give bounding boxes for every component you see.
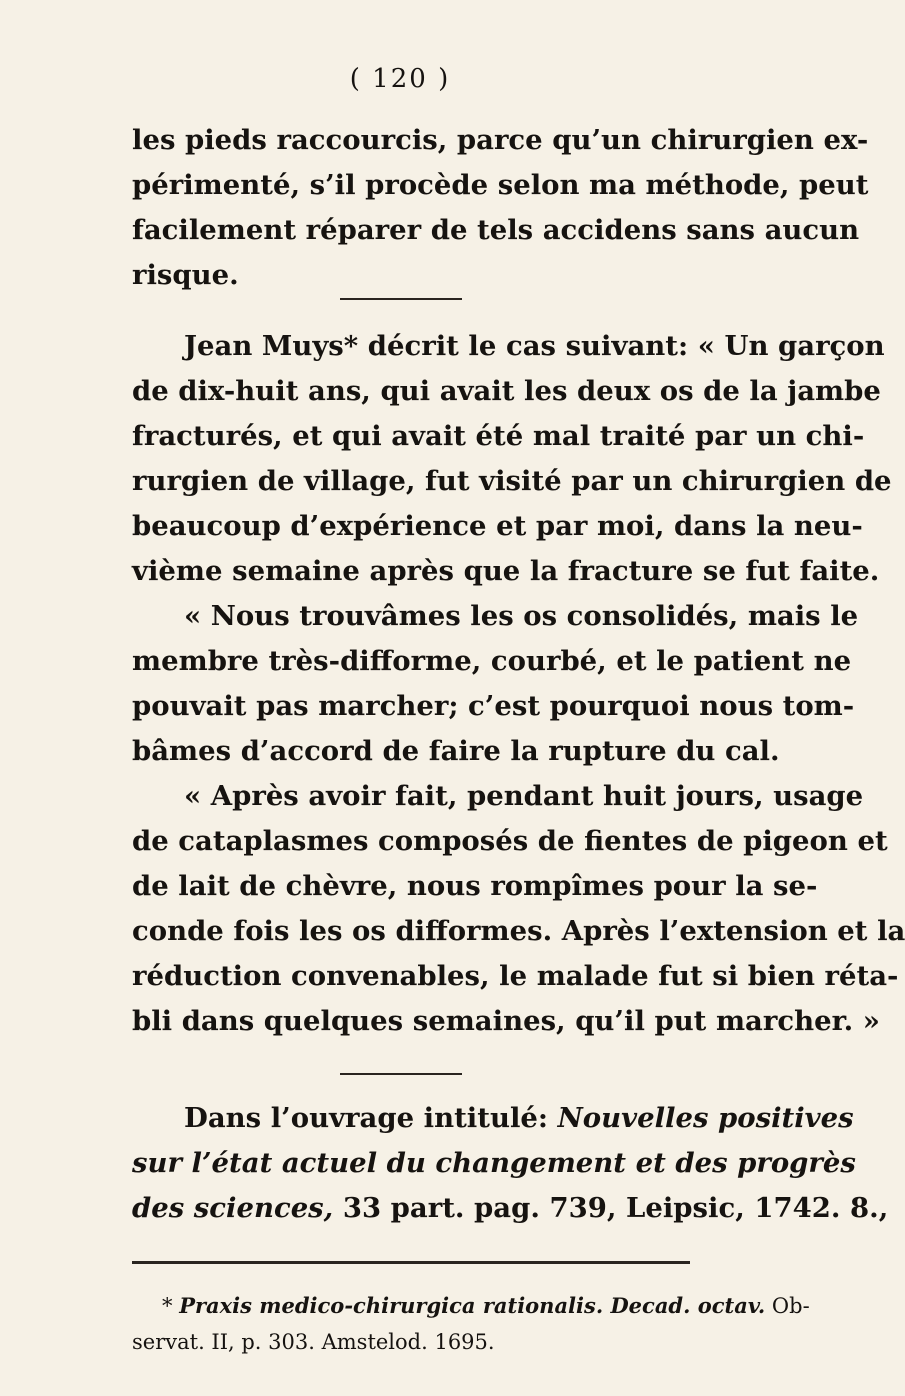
paragraph-5 xyxy=(132,1096,889,1231)
text-line: vième semaine après que la fracture se fut faite. xyxy=(132,555,880,587)
text-line: facilement réparer de tels accidens sans aucun xyxy=(132,214,860,246)
footnote-line: servat. II, p. 303. Amstelod. 1695. xyxy=(132,1330,495,1354)
text-line: membre très-difforme, courbé, et le patient ne xyxy=(132,645,852,677)
text-line: risque. xyxy=(132,259,239,291)
text-line: de lait de chèvre, nous rompîmes pour la se- xyxy=(132,870,818,902)
paragraph-1 xyxy=(132,118,869,298)
book-title-italic: des sciences, xyxy=(132,1192,334,1224)
text-line: bâmes d’accord de faire la rupture du cal. xyxy=(132,735,780,767)
book-title-italic: Nouvelles positives xyxy=(557,1102,854,1134)
text-line: « Après avoir fait, pendant huit jours, usage xyxy=(184,780,864,812)
section-divider xyxy=(340,1073,462,1075)
text-line xyxy=(132,1096,854,1141)
citation-italic: Praxis medico-chirurgica rationalis. Decad. octav. xyxy=(179,1293,766,1318)
text-line: réduction convenables, le malade fut si bien réta- xyxy=(132,960,899,992)
text-line: périmenté, s’il procède selon ma méthode, peut xyxy=(132,169,869,201)
footnote xyxy=(132,1288,810,1360)
paragraph-3 xyxy=(132,594,859,774)
text-line: beaucoup d’expérience et par moi, dans la neu- xyxy=(132,510,863,542)
text-line xyxy=(132,1141,856,1186)
text-line: de cataplasmes composés de fientes de pigeon et xyxy=(132,825,888,857)
paragraph-2 xyxy=(132,324,892,594)
text-run: Dans l’ouvrage intitulé: xyxy=(184,1102,558,1134)
page-number: ( 120 ) xyxy=(349,64,451,94)
text-line: rurgien de village, fut visité par un chirurgien de xyxy=(132,465,892,497)
text-line: bli dans quelques semaines, qu’il put marcher. » xyxy=(132,1005,880,1037)
text-line: « Nous trouvâmes les os consolidés, mais le xyxy=(184,600,859,632)
section-divider xyxy=(340,298,462,300)
text-line: de dix-huit ans, qui avait les deux os de la jambe xyxy=(132,375,881,407)
footnote-rule xyxy=(132,1261,690,1264)
text-line: fracturés, et qui avait été mal traité par un chi- xyxy=(132,420,865,452)
text-run: Ob- xyxy=(765,1294,810,1318)
footnote-marker: * xyxy=(162,1294,180,1318)
paragraph-4 xyxy=(132,774,905,1044)
footnote-line xyxy=(132,1288,810,1324)
text-line xyxy=(132,1186,889,1231)
book-title-italic: sur l’état actuel du changement et des progrès xyxy=(132,1147,856,1179)
text-line: conde fois les os difformes. Après l’extension et la xyxy=(132,915,905,947)
text-line: les pieds raccourcis, parce qu’un chirurgien ex- xyxy=(132,124,869,156)
text-line: pouvait pas marcher; c’est pourquoi nous tom- xyxy=(132,690,855,722)
text-line: Jean Muys* décrit le cas suivant: « Un garçon xyxy=(184,330,885,362)
text-run: 33 part. pag. 739, Leipsic, 1742. 8., xyxy=(333,1192,889,1224)
